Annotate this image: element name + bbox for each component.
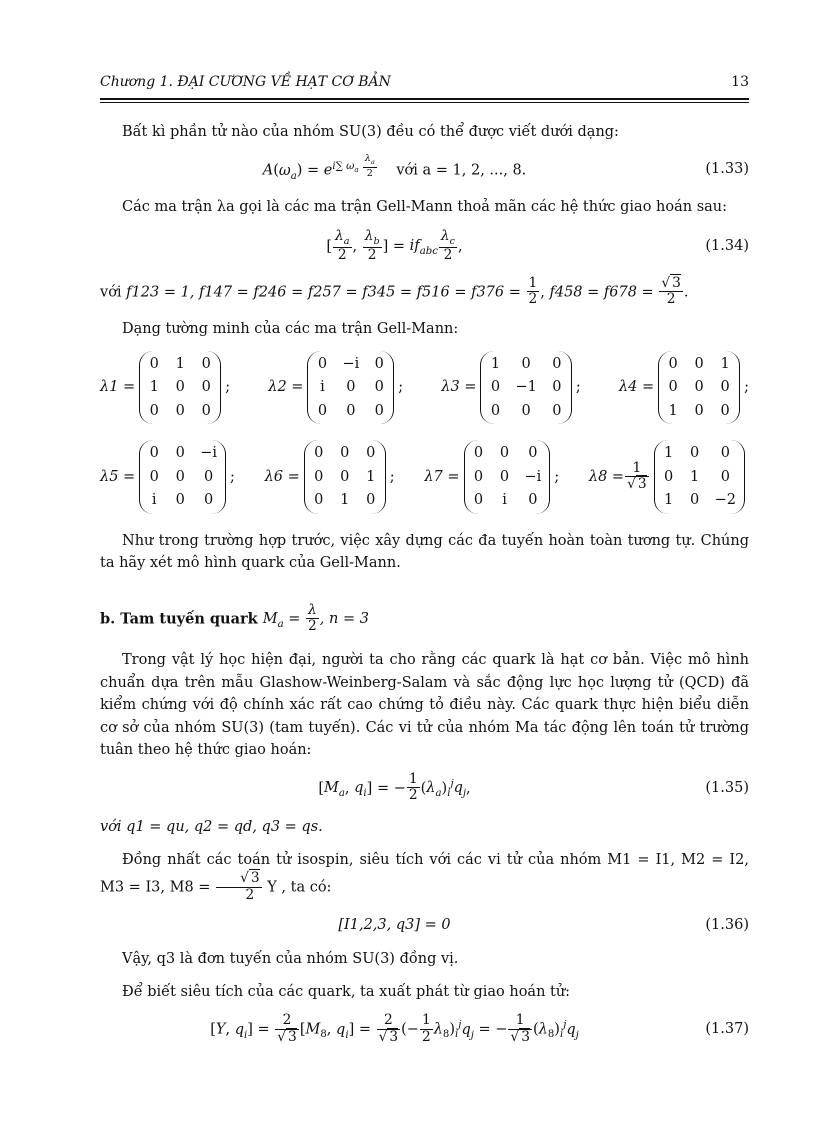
eq-number: (1.34) bbox=[705, 238, 749, 255]
matrix-lambda-2: λ2 = 0 −i 0 i 0 0 0 0 0 ; bbox=[268, 351, 403, 424]
matrix-lambda-7: λ7 = 0 0 0 0 0 −i 0 i 0 ; bbox=[424, 440, 559, 513]
matrix-entry: 0 bbox=[720, 468, 730, 485]
matrix-entry: 0 bbox=[528, 445, 538, 462]
page bbox=[100, 72, 749, 1058]
matrix-entry: 1 bbox=[149, 379, 159, 396]
eq-number: (1.33) bbox=[705, 160, 749, 177]
matrix-entry: 0 bbox=[720, 402, 730, 419]
matrix-entry: 0 bbox=[374, 379, 384, 396]
matrix-entry: 0 bbox=[149, 402, 159, 419]
matrix-entry: 0 bbox=[201, 355, 211, 372]
matrix-entry: 0 bbox=[690, 445, 700, 462]
equation-1-34: [ $\frac{\lambda_a}{2}$ , $\frac{\lambda_b}{2}$ ] = $if_{abc}$ $\frac{\lambda_c}{2}$ , (1.34) bbox=[326, 227, 749, 263]
equation-1-36: [I1,2,3, q3] = 0 (1.36) bbox=[100, 914, 749, 936]
matrix-entry: i bbox=[151, 492, 157, 509]
matrix-lambda-1: λ1 = 0 1 0 1 0 0 0 0 0 ; bbox=[100, 351, 230, 424]
paragraph-8: Để biết siêu tích của các quark, ta xuất phát từ giao hoán tử: bbox=[122, 983, 571, 1000]
matrix-entry: 0 bbox=[490, 379, 501, 396]
matrix-entry: −i bbox=[342, 355, 360, 372]
matrix-entry: 0 bbox=[694, 402, 704, 419]
matrix-entry: 0 bbox=[499, 468, 510, 485]
matrix-entry: 0 bbox=[473, 468, 484, 485]
matrix-entry: 0 bbox=[317, 355, 328, 372]
paragraph-7: Vậy, q3 là đơn tuyến của nhóm SU(3) đồng vị. bbox=[122, 951, 459, 968]
header-rule bbox=[100, 98, 749, 100]
matrix-entry: 0 bbox=[552, 402, 562, 419]
matrix-entry: 1 bbox=[340, 492, 350, 509]
matrix-lambda-8: λ8 = $\frac{1}{√ 3}$ 1 0 0 0 1 0 1 0 −2 bbox=[589, 440, 749, 513]
matrix-entry: 0 bbox=[175, 492, 185, 509]
matrices-row-2 bbox=[100, 440, 749, 513]
eq-number: (1.35) bbox=[705, 779, 749, 796]
matrix-entry: 1 bbox=[664, 445, 674, 462]
eq-number: (1.37) bbox=[705, 1021, 749, 1038]
matrix-entry: 0 bbox=[175, 379, 185, 396]
matrix-entry: 0 bbox=[720, 445, 730, 462]
matrix-entry: 0 bbox=[521, 402, 531, 419]
chapter-title: Chương 1. ĐẠI CƯƠNG VỀ HẠT CƠ BẢN bbox=[100, 74, 391, 90]
matrix-entry: 0 bbox=[314, 468, 324, 485]
equation-1-33: $A(\omega_a) = e^{i\sum \omega_a \frac{\lambda_a}{2}}$ với a = 1, 2, ..., 8. (1.33) bbox=[262, 153, 749, 182]
matrix-entry: 1 bbox=[668, 402, 678, 419]
matrix-entry: 0 bbox=[521, 355, 531, 372]
matrix-entry: 0 bbox=[694, 379, 704, 396]
matrix-entry: 0 bbox=[473, 492, 484, 509]
matrix-entry: 0 bbox=[668, 355, 678, 372]
matrix-entry: 0 bbox=[175, 402, 185, 419]
matrix-entry: 0 bbox=[149, 445, 159, 462]
equation-1-35: [$M_a$, $q_i$] = − $\frac{1}{2}$ $(\lambda_a)_i^jq_j$, (1.35) bbox=[318, 770, 749, 804]
matrix-entry: 0 bbox=[201, 379, 211, 396]
matrix-entry: 0 bbox=[317, 402, 328, 419]
matrix-entry: 0 bbox=[314, 492, 324, 509]
matrix-entry: 1 bbox=[720, 355, 730, 372]
matrix-entry: 0 bbox=[668, 379, 678, 396]
matrix-entry: 0 bbox=[552, 355, 562, 372]
matrix-entry: i bbox=[502, 492, 507, 509]
running-header bbox=[100, 72, 749, 94]
matrix-entry: −2 bbox=[714, 492, 736, 509]
matrix-lambda-5: λ5 = 0 0 −i 0 0 0 i 0 0 ; bbox=[100, 440, 235, 513]
eq-number: (1.36) bbox=[705, 916, 749, 933]
matrix-lambda-6: λ6 = 0 0 0 0 0 1 0 1 0 ; bbox=[265, 440, 395, 513]
matrix-entry: 1 bbox=[664, 492, 674, 509]
matrix-entry: 0 bbox=[149, 355, 159, 372]
paragraph-5: Trong vật lý học hiện đại, người ta cho rằng các quark là hạt cơ bản. Việc mô hình chuẩn dựa trên mẫu Glashow-Weinberg-Salam và sắc động lực học lượng tử (QCD) đã kiểm chứng với độ chính xác rất cao chứng tỏ điều này. Các quark thực hiện biểu diễn cơ sở của nhóm SU(3) (tam tuyến). Các vi tử của nhóm Ma tác động lên toán tử trường tuân theo hệ thức giao hoán: bbox=[100, 652, 749, 759]
matrix-entry: 0 bbox=[690, 492, 700, 509]
paragraph-6: Đồng nhất các toán tử isospin, siêu tích với các vi tử của nhóm M1 = I1, M2 = I2, M3 = I3, M8 = $\frac{√ 3}{2}$ Y , ta có: bbox=[100, 851, 749, 904]
matrix-entry: 0 bbox=[201, 402, 211, 419]
matrix-entry: 0 bbox=[203, 468, 214, 485]
matrix-entry: 0 bbox=[490, 402, 501, 419]
matrix-entry: 0 bbox=[314, 445, 324, 462]
eq-1-33-note: với a = 1, 2, ..., 8. bbox=[396, 162, 527, 179]
paragraph-3: Dạng tường minh của các ma trận Gell-Mann: bbox=[122, 321, 459, 338]
matrix-entry: −1 bbox=[515, 379, 537, 396]
paragraph-4: Như trong trường hợp trước, việc xây dựng các đa tuyến hoàn toàn tương tự. Chúng ta hãy xét mô hình quark của Gell-Mann. bbox=[100, 532, 749, 572]
equation-1-37: [Y, $q_i$] = $\frac{2}{√ 3}$ [$M_8$, $q_i$] = $\frac{2}{√ 3}$ (− $\frac{1}{2}$ $\lambda_8)_i^jq_j$ = − $\frac{1}{√ 3}$ $(\lambda_8)_i^jq_j$ (1.37) bbox=[210, 1012, 749, 1046]
page-number: 13 bbox=[731, 74, 749, 90]
matrix-entry: 0 bbox=[175, 468, 185, 485]
matrices-row-1 bbox=[100, 351, 749, 424]
matrix-lambda-3: λ3 = 1 0 0 0 −1 0 0 0 0 ; bbox=[441, 351, 580, 424]
matrix-entry: 0 bbox=[366, 492, 376, 509]
section-heading-b: b. Tam tuyến quark $M_a$ = $\frac{\lambda}{2}$ , n = 3 bbox=[100, 601, 369, 635]
matrix-entry: 0 bbox=[528, 492, 538, 509]
matrix-entry: 1 bbox=[175, 355, 185, 372]
header-rule-thin bbox=[100, 102, 749, 103]
matrix-entry: 1 bbox=[690, 468, 700, 485]
matrix-entry: −i bbox=[524, 468, 542, 485]
matrix-entry: 1 bbox=[366, 468, 376, 485]
matrix-entry: 0 bbox=[175, 445, 185, 462]
matrix-entry: 1 bbox=[490, 355, 501, 372]
matrix-entry: 0 bbox=[374, 355, 384, 372]
matrix-entry: −i bbox=[200, 445, 217, 462]
matrix-entry: 0 bbox=[346, 379, 356, 396]
matrix-entry: 0 bbox=[374, 402, 384, 419]
matrix-entry: 0 bbox=[694, 355, 704, 372]
matrix-entry: 0 bbox=[664, 468, 674, 485]
matrix-entry: 0 bbox=[552, 379, 562, 396]
matrix-entry: 0 bbox=[499, 445, 510, 462]
quark-line: với q1 = qu, q2 = qd, q3 = qs. bbox=[100, 819, 323, 836]
matrix-entry: 0 bbox=[346, 402, 356, 419]
matrix-entry: i bbox=[320, 379, 325, 396]
matrix-entry: 0 bbox=[366, 445, 376, 462]
matrix-entry: 0 bbox=[473, 445, 484, 462]
paragraph-2: Các ma trận λa gọi là các ma trận Gell-Mann thoả mãn các hệ thức giao hoán sau: bbox=[122, 199, 728, 216]
matrix-entry: 0 bbox=[203, 492, 214, 509]
structure-constants-line: với f123 = 1, f147 = f246 = f257 = f345 = f516 = f376 = $\frac{1}{2}$ , f458 = f678 = $\frac{√ 3}{2}$ . bbox=[100, 274, 689, 308]
paragraph-1: Bất kì phần tử nào của nhóm SU(3) đều có thể được viết dưới dạng: bbox=[122, 123, 619, 140]
matrix-entry: 0 bbox=[720, 379, 730, 396]
matrix-entry: 0 bbox=[340, 468, 350, 485]
matrix-entry: 0 bbox=[149, 468, 159, 485]
matrix-lambda-4: λ4 = 0 0 1 0 0 0 1 0 0 ; bbox=[619, 351, 749, 424]
matrix-entry: 0 bbox=[340, 445, 350, 462]
